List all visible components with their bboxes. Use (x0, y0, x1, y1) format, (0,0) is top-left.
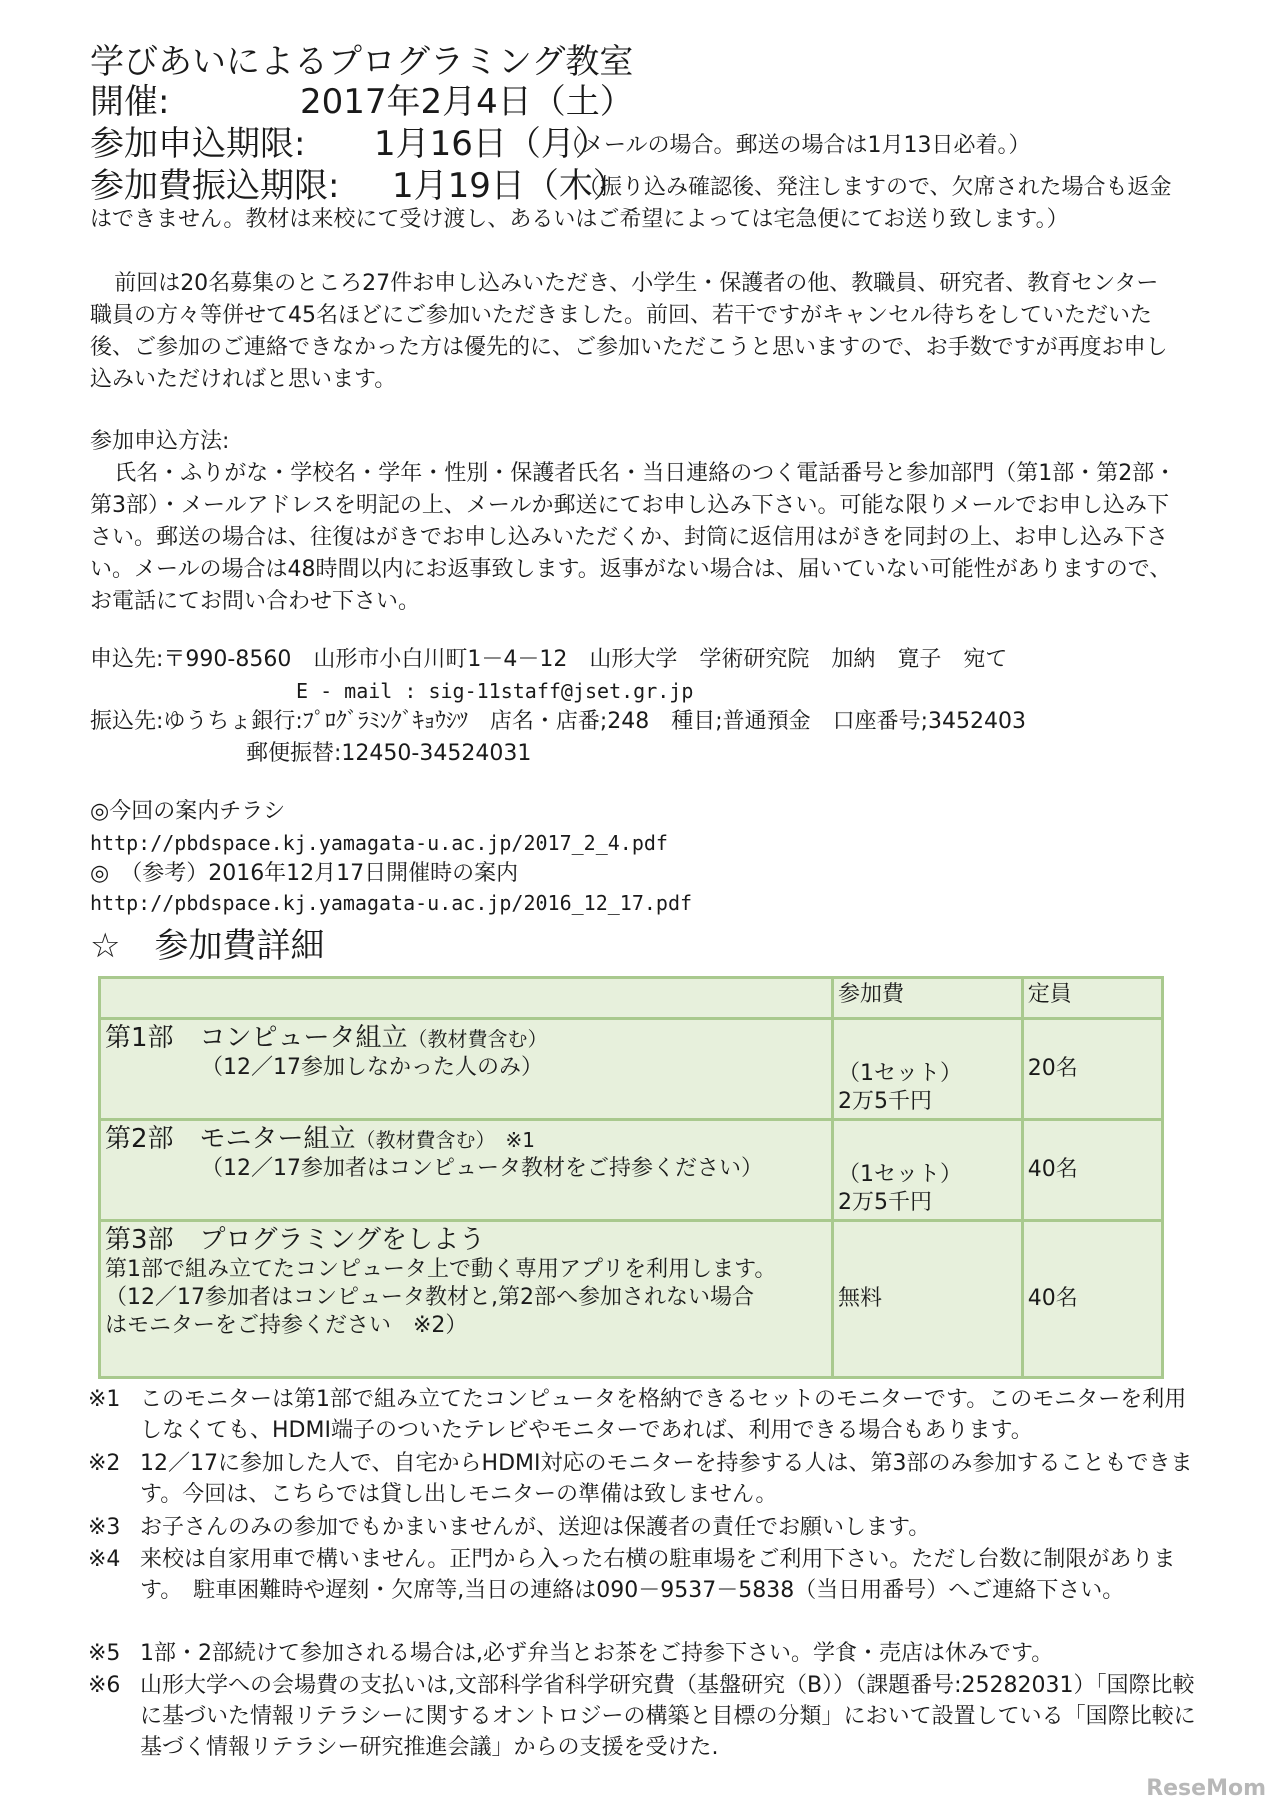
footnote-1-text: このモニターは第1部で組み立てたコンピュータを格納できるセットのモニターです。このモニターを利用しなくても、HDMI端子のついたテレビやモニターであれば、利用できる場合もあります。 (140, 1387, 1187, 1443)
apply-deadline-label: 参加申込期限: (90, 124, 306, 164)
previous-event-link[interactable]: http://pbdspace.kj.yamagata-u.ac.jp/2016_12_17.pdf (90, 891, 693, 915)
fee-table (98, 976, 1164, 1379)
part1-capacity: 20名 (1022, 1019, 1162, 1120)
part2-fee-amount: 2万5千円 (837, 1190, 932, 1215)
fee-details-heading: ☆ 参加費詳細 (90, 926, 325, 966)
intro-paragraph: 前回は20名募集のところ27件お申し込みいただき、小学生・保護者の他、教職員、研究者、教育センター職員の方々等併せて45名ほどにご参加いただきました。前回、若干ですがキャンセル待ちをしていただいた後、ご参加のご連絡できなかった方は優先的に、ご参加いただこうと思いますので、お手数ですが再度お申し込みいただければと思います。 (90, 271, 1168, 392)
bank-transfer-info: 振込先:ゆうちょ銀行:ﾌﾟﾛｸﾞﾗﾐﾝｸﾞｷｮｳｼﾂ 店名・店番;248 種目;普通預金 口座番号;3452403 (90, 709, 1027, 734)
fee-row-part3 (100, 1221, 1163, 1378)
flyer-label: ◎今回の案内チラシ (90, 799, 286, 824)
part3-subtext-3: はモニターをご持参ください ※2） (105, 1313, 468, 1338)
payment-deadline-date: 1月19日（木） (392, 166, 627, 206)
contact-email[interactable]: E - mail : sig-11staff@jset.gr.jp (296, 679, 694, 703)
part2-title: 第2部 モニター組立 (105, 1124, 356, 1154)
part1-fee-amount: 2万5千円 (837, 1089, 932, 1114)
footnote-1-mark: ※1 (88, 1387, 121, 1412)
part1-fee-unit: （1セット） (837, 1061, 962, 1086)
resemom-logo-text: ReseMom (1146, 1776, 1266, 1801)
footnote-4-mark: ※4 (88, 1547, 121, 1572)
part2-fee (832, 1120, 1022, 1221)
part2-capacity: 40名 (1022, 1120, 1162, 1221)
document-title: 学びあいによるプログラミング教室 (90, 42, 634, 82)
part2-description (100, 1120, 833, 1221)
footnote-4-text: 来校は自家用車で構いません。正門から入った右横の駐車場をご利用下さい。ただし台数に制限があります。 駐車困難時や遅刻・欠席等,当日の連絡は090－9537－5838（当日用番号）へご連絡下さい。 (140, 1547, 1176, 1603)
footnote-4 (88, 1544, 1198, 1606)
payment-deadline-note: （振り込み確認後、発注しますので、欠席された場合も返金 (578, 175, 1172, 200)
footnote-5-text: 1部・2部続けて参加される場合は,必ず弁当とお茶をご持参下さい。学食・売店は休みです。 (140, 1641, 1054, 1666)
footnote-5-mark: ※5 (88, 1641, 121, 1666)
part1-subtext: （12／17参加しなかった人のみ） (201, 1055, 543, 1080)
footnote-6-mark: ※6 (88, 1673, 121, 1698)
fee-table-header-blank (100, 978, 833, 1019)
footnote-3 (88, 1512, 1198, 1543)
footnote-3-mark: ※3 (88, 1515, 121, 1540)
method-paragraph: 氏名・ふりがな・学校名・学年・性別・保護者氏名・当日連絡のつく電話番号と参加部門（第1部・第2部・第3部）・メールアドレスを明記の上、メールか郵送にてお申し込み下さい。可能な限りメールでお申し込み下さい。郵送の場合は、往復はがきでお申し込みいただくか、封筒に返信用はがきを同封の上、お申し込み下さい。メールの場合は48時間以内にお返事致します。返事がない場合は、届いていない可能性がありますので、お電話にてお問い合わせ下さい。 (90, 461, 1177, 614)
part3-description (100, 1221, 833, 1378)
part3-capacity: 40名 (1022, 1221, 1162, 1378)
event-date: 2017年2月4日（土） (300, 82, 634, 122)
method-label: 参加申込方法: (90, 429, 230, 454)
footnote-2-text: 12／17に参加した人で、自宅からHDMI対応のモニターを持参する人は、第3部のみ参加することもできます。今回は、こちらでは貸し出しモニターの準備は致しません。 (140, 1451, 1193, 1507)
part2-title-note: （教材費含む） ※1 (355, 1128, 536, 1152)
fee-table-header (100, 978, 1163, 1019)
part1-fee (832, 1019, 1022, 1120)
postal-transfer-info: 郵便振替:12450-34524031 (246, 741, 532, 766)
footnote-5 (88, 1638, 1198, 1669)
footnote-2 (88, 1448, 1198, 1510)
payment-deadline-note-cont: はできません。教材は来校にて受け渡し、あるいはご希望によっては宅急便にてお送り致します。） (90, 207, 1069, 232)
payment-deadline-label: 参加費振込期限: (90, 166, 340, 206)
event-label: 開催: (90, 82, 170, 122)
fee-row-part1 (100, 1019, 1163, 1120)
footnote-6-text: 山形大学への会場費の支払いは,文部科学省科学研究費（基盤研究（B））（課題番号:25282031）「国際比較に基づいた情報リテラシーに関するオントロジーの構築と目標の分類」において設置している「国際比較に基づく情報リテラシー研究推進会議」からの支援を受けた. (140, 1673, 1196, 1760)
resemom-logo (1146, 1776, 1266, 1801)
flyer-link[interactable]: http://pbdspace.kj.yamagata-u.ac.jp/2017_2_4.pdf (90, 831, 668, 855)
part1-title-note: （教材費含む） (407, 1027, 548, 1051)
apply-deadline-date: 1月16日（月） (374, 124, 609, 164)
part1-title: 第1部 コンピュータ組立 (105, 1023, 408, 1053)
previous-event-label: ◎ （参考）2016年12月17日開催時の案内 (90, 861, 519, 886)
footnote-6 (88, 1670, 1198, 1763)
part2-subtext: （12／17参加者はコンピュータ教材をご持参ください） (201, 1156, 763, 1181)
part3-subtext-2: （12／17参加者はコンピュータ教材と,第2部へ参加されない場合 (105, 1285, 754, 1310)
footnote-2-mark: ※2 (88, 1451, 121, 1476)
part3-fee: 無料 (832, 1221, 1022, 1378)
apply-deadline-note: （メールの場合。郵送の場合は1月13日必着。） (560, 133, 1031, 158)
fee-column-header: 参加費 (832, 978, 1022, 1019)
part2-fee-unit: （1セット） (837, 1162, 962, 1187)
capacity-column-header: 定員 (1022, 978, 1162, 1019)
part3-title: 第3部 プログラミングをしよう (105, 1225, 486, 1255)
part1-description (100, 1019, 833, 1120)
fee-row-part2 (100, 1120, 1163, 1221)
contact-address: 申込先:〒990-8560 山形市小白川町1－4－12 山形大学 学術研究院 加納 寛子 宛て (90, 647, 1008, 672)
footnote-1 (88, 1384, 1198, 1446)
part3-subtext-1: 第1部で組み立てたコンピュータ上で動く専用アプリを利用します。 (105, 1257, 777, 1282)
footnote-3-text: お子さんのみの参加でもかまいませんが、送迎は保護者の責任でお願いします。 (140, 1515, 931, 1540)
